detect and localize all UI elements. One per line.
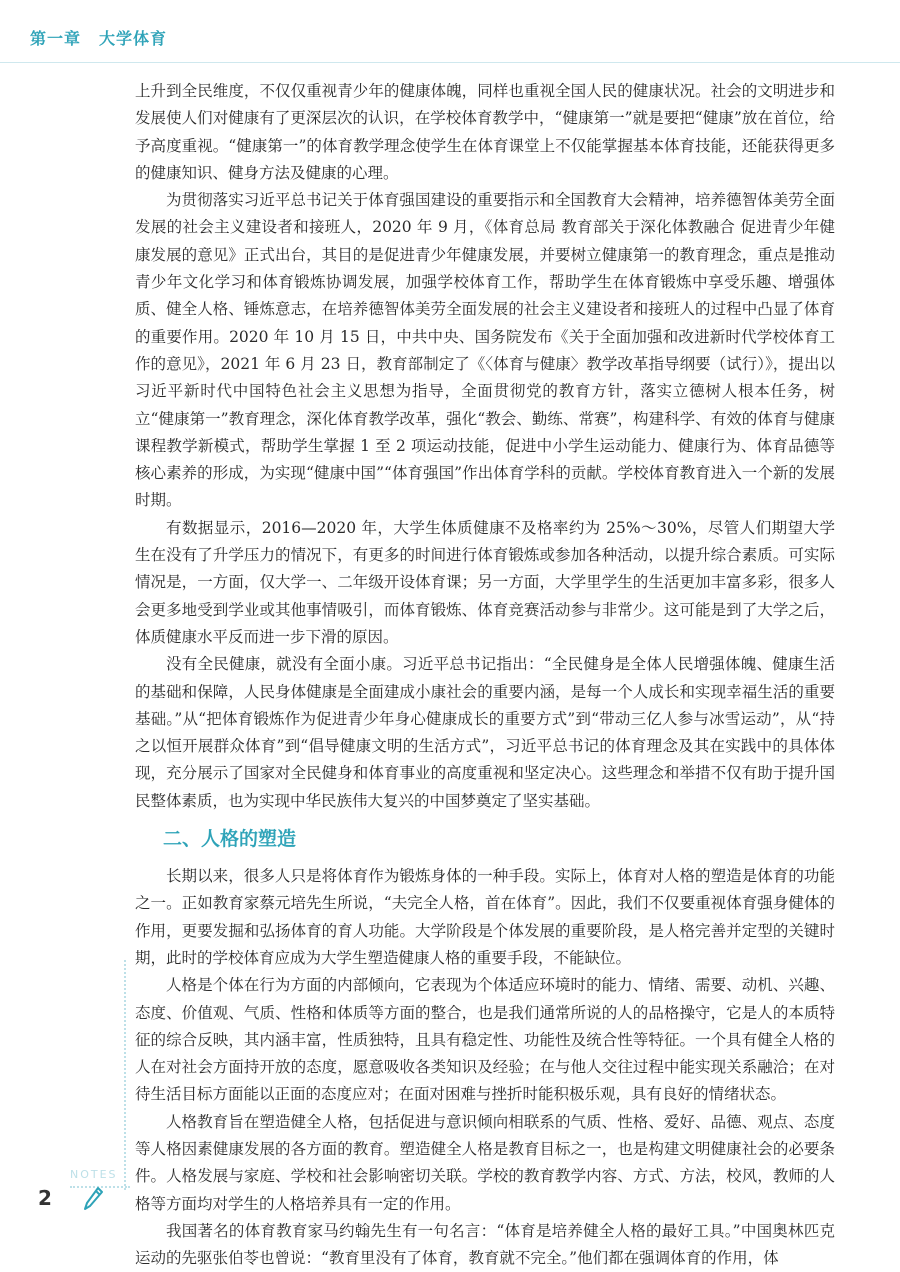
section-heading: 二、人格的塑造 [163,828,297,851]
body-paragraph: 人格教育旨在塑造健全人格，包括促进与意识倾向相联系的气质、性格、爱好、品德、观点、态度等人格因素健康发展的各方面的教育。塑造健全人格是教育目标之一，也是构建文明健康社会的必要条件。人格发展与家庭、学校和社会影响密切关联。学校的教育教学内容、方式、方法，校风，教师的人格等方面均对学生的人格培养具有一定的作用。 [135,1112,835,1213]
page-body [135,78,835,1272]
chapter-title: 大学体育 [99,29,168,48]
body-paragraph: 上升到全民维度，不仅仅重视青少年的健康体魄，同样也重视全国人民的健康状况。社会的文明进步和发展使人们对健康有了更深层次的认识，在学校体育教学中，“健康第一”就是要把“健康”放在首位，给予高度重视。“健康第一”的体育教学理念使学生在体育课堂上不仅能掌握基本体育技能，还能获得更多的健康知识、健身方法及健康的心理。 [135,82,835,182]
body-paragraph: 没有全民健康，就没有全面小康。习近平总书记指出：“全民健身是全体人民增强体魄、健康生活的基础和保障，人民身体健康是全面建成小康社会的重要内涵，是每一个人成长和实现幸福生活的重要基础。”从“把体育锻炼作为促进青少年身心健康成长的重要方式”到“带动三亿人参与冰雪运动”，从“持之以恒开展群众体育”到“倡导健康文明的生活方式”，习近平总书记的体育理念及其在实践中的具体体现，充分展示了国家对全民健身和体育事业的高度重视和坚定决心。这些理念和举措不仅有助于提升国民整体素质，也为实现中华民族伟大复兴的中国梦奠定了坚实基础。 [135,655,835,810]
pencil-icon [82,1186,104,1212]
body-paragraph: 有数据显示，2016—2020 年，大学生体质健康不及格率约为 25%～30%，尽管人们期望大学生在没有了升学压力的情况下，有更多的时间进行体育锻炼或参加各种活动，以提升综合素质。可实际情况是，一方面，仅大学一、二年级开设体育课；另一方面，大学里学生的生活更加丰富多彩，很多人会更多地受到学业或其他事情吸引，而体育锻炼、体育竞赛活动参与非常少。这可能是到了大学之后，体质健康水平反而进一步下滑的原因。 [135,518,835,646]
body-paragraph: 我国著名的体育教育家马约翰先生有一句名言：“体育是培养健全人格的最好工具。”中国奥林匹克运动的先驱张伯苓也曾说：“教育里没有了体育，教育就不完全。”他们都在强调体育的作用，体 [135,1221,835,1268]
chapter-number: 第一章 [30,29,82,48]
body-paragraph: 长期以来，很多人只是将体育作为锻炼身体的一种手段。实际上，体育对人格的塑造是体育的功能之一。正如教育家蔡元培先生所说，“夫完全人格，首在体育”。因此，我们不仅要重视体育强身健体的作用，更要发掘和弘扬体育的育人功能。大学阶段是个体发展的重要阶段，是人格完善并定型的关键时期，此时的学校体育应成为大学生塑造健康人格的重要手段，不能缺位。 [135,867,835,967]
header-rule [0,62,900,63]
notes-margin-line [124,960,126,1190]
running-header [30,26,185,52]
notes-label: NOTES [70,1168,118,1181]
body-paragraph: 为贯彻落实习近平总书记关于体育强国建设的重要指示和全国教育大会精神，培养德智体美劳全面发展的社会主义建设者和接班人，2020 年 9 月，《体育总局 教育部关于深化体教融合 促进青少年健康发展的意见》正式出台，其目的是促进青少年健康发展，并要树立健康第一的教育理念，重点是推动青少年文化学习和体育锻炼协调发展，加强学校体育工作，帮助学生在体育锻炼中享受乐趣、增强体质、健全人格、锤炼意志，在培养德智体美劳全面发展的社会主义建设者和接班人的过程中凸显了体育的重要作用。2020 年 10 月 15 日，中共中央、国务院发布《关于全面加强和改进新时代学校体育工作的意见》，2021 年 6 月 23 日，教育部制定了《〈体育与健康〉教学改革指导纲要（试行）》，提出以习近平新时代中国特色社会主义思想为指导，全面贯彻党的教育方针，落实立德树人根本任务，树立“健康第一”教育理念，深化体育教学改革，强化“教会、勤练、常赛”，构建科学、有效的体育与健康课程教学新模式，帮助学生掌握 1 至 2 项运动技能，促进中小学生运动能力、健康行为、体育品德等核心素养的形成，为实现“健康中国”“体育强国”作出体育学科的贡献。学校体育教育进入一个新的发展时期。 [135,191,835,510]
body-paragraph: 人格是个体在行为方面的内部倾向，它表现为个体适应环境时的能力、情绪、需要、动机、兴趣、态度、价值观、气质、性格和体质等方面的整合，也是我们通常所说的人的品格操守，它是人的本质特征的综合反映，其内涵丰富，性质独特，且具有稳定性、功能性及统合性等特征。一个具有健全人格的人在对社会方面持开放的态度，愿意吸收各类知识及经验；在与他人交往过程中能实现关系融洽；在对待生活目标方面能以正面的态度应对；在面对困难与挫折时能积极乐观，具有良好的情绪状态。 [135,976,835,1104]
page-number: 2 [38,1186,52,1210]
